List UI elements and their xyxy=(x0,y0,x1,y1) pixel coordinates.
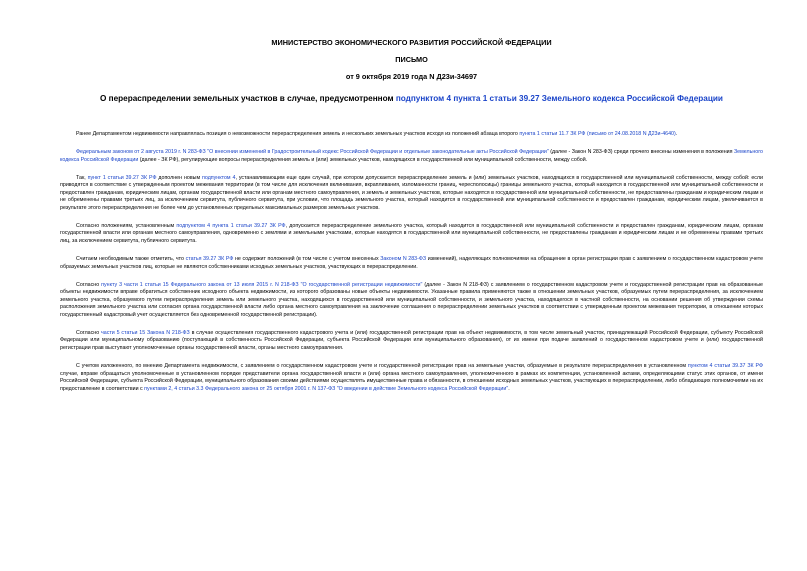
legal-reference-link[interactable]: Законом N 283-ФЗ xyxy=(380,256,427,263)
paragraph xyxy=(60,175,763,213)
paragraph-text: (далее - Закон N 218-ФЗ) с заявлением о государственном кадастровом учете и государственной регистрации прав на образованные объекты недвижимости вправе обратиться собственник исходного объекта недвижимости, из которого образованы новые объекты недвижимости. Указанные правила применяются также в отношении земельных участков, образуемых путем перераспределения, за исключением земельного участка, образуемого путем перераспределения земель или земельного участка, находящихся в государственной или муниципальной собственности, и земельного участка, находящегося в частной собственности, на основании решения об утверждении схемы расположения земельного участка или согласия органа государственной власти либо органа местного самоуправления на заключение соглашения о перераспределении земельных участков в соответствии с утвержденным проектом межевания территории, в отношении которых государственный кадастровый учет осуществляется без одновременной государственной регистрации). xyxy=(60,281,764,318)
paragraph-text: . xyxy=(675,131,678,137)
paragraph-text: . xyxy=(508,385,510,392)
ministry-title: МИНИСТЕРСТВО ЭКОНОМИЧЕСКОГО РАЗВИТИЯ РОССИЙСКОЙ ФЕДЕРАЦИИ xyxy=(271,38,552,47)
paragraph xyxy=(60,223,763,246)
legal-reference-link[interactable]: пункту 3 части 1 статьи 15 Федерального закона от 13 июля 2015 г. N 218-ФЗ "О государственной регистрации недвижимости" xyxy=(101,281,423,288)
legal-reference-link[interactable]: Федеральным законом от 2 августа 2019 г. N 283-ФЗ "О внесении изменений в Градостроительный кодекс Российской Федерации и отдельные законодательные акты Российской Федерации" xyxy=(76,149,549,156)
paragraph xyxy=(60,282,763,320)
subject-link[interactable]: подпунктом 4 пункта 1 статьи 39.27 Земельного кодекса Российской Федерации xyxy=(395,94,723,103)
document-date-number: от 9 октября 2019 года N Д23и-34697 xyxy=(345,72,478,81)
paragraph-text: Ранее Департаментом недвижимости направлялась позиция о невозможности перераспределения земель и нескольких земельных участков исходя из положений абзаца второго xyxy=(76,131,520,137)
legal-reference-link[interactable]: Земельного кодекса Российской Федерации xyxy=(60,149,763,163)
paragraph-text: (далее - ЗК РФ), регулирующие вопросы перераспределения земель и (или) земельных участков, находящихся в государственной или муниципальной собственности, между собой. xyxy=(138,156,588,163)
legal-reference-link[interactable]: (письмо от 24.08.2018 N Д23и-4640) xyxy=(586,131,676,137)
paragraph-text: Согласно положениям, установленным xyxy=(76,222,177,229)
legal-reference-link[interactable]: пунктом 4 статьи 39.37 ЗК РФ xyxy=(687,362,764,369)
paragraph xyxy=(60,131,763,139)
legal-reference-link[interactable]: статья 39.27 ЗК РФ xyxy=(185,256,234,263)
legal-reference-link[interactable]: пунктами 2, 4 статьи 3.3 Федерального закона от 25 октября 2001 г. N 137-ФЗ "О введении в действие Земельного кодекса Российской Федерации" xyxy=(144,385,509,392)
subject-text: О перераспределении земельных участков в случае, предусмотренном xyxy=(100,94,396,103)
paragraph-text: Так, xyxy=(76,174,88,181)
paragraph-text: (далее - Закон N 283-ФЗ) среди прочего внесены изменения в положения xyxy=(548,149,734,156)
paragraph-text: , допускается перераспределение земельного участка, который находится в государственной или муниципальной собственности и предоставлен гражданам, юридическим лицам, органам государственной власти или органам местного самоуправления, одновременно с землями и земельными участками, которые находятся в государственной или муниципальной собственности, не предоставлены гражданам и юридическим лицам и не обременены правами третьих лиц, за исключением сервитута, публичного сервитута. xyxy=(60,222,763,244)
legal-reference-link[interactable]: подпунктом 4 xyxy=(202,174,236,181)
legal-reference-link[interactable]: части 5 статьи 15 Закона N 218-ФЗ xyxy=(101,329,190,336)
paragraph xyxy=(60,330,763,353)
paragraph xyxy=(60,363,763,393)
paragraph-text: , устанавливающим еще один случай, при котором допускается перераспределение земель и (или) земельных участков, находящихся в государственной или муниципальной собственности, между собой: если приводятся в соответствие с утвержденным проектом межевания территории (в том числе для исключения вклинивания, вкрапливания, изломанности границ, чересполосицы) границы земельного участка, который находится в государственной или муниципальной собственности и предоставлен гражданам, юридическим лицам, органам государственной власти или органам местного самоуправления, и земель и земельных участков, которые находятся в государственной или муниципальной собственности, не предоставлены гражданам и юридическим лицам и не обременены правами третьих лиц, за исключением сервитута, публичного сервитута, при условии, что площадь земельного участка, который находится в государственной или муниципальной собственности и предоставлен гражданам, юридическим лицам, увеличивается в результате этого перераспределения не более чем до установленных предельных максимальных размеров земельных участков. xyxy=(60,174,763,211)
paragraph-text: Согласно xyxy=(76,281,102,288)
paragraph-text: не содержит положений (в том числе с учетом внесенных xyxy=(233,256,381,263)
paragraph-text: Считаем необходимым также отметить, что xyxy=(76,256,186,263)
paragraph-text: Согласно xyxy=(76,329,102,336)
document-type: ПИСЬМО xyxy=(395,55,428,64)
paragraph-text: изменений), наделяющих полномочиями на обращение в орган регистрации прав с заявлением о государственном кадастровом учете образуемых земельных участков лиц, которые не являются собственниками исходных земельных участков, участвующих в перераспределении. xyxy=(60,256,764,270)
legal-reference-link[interactable]: подпунктом 4 пункта 1 статьи 39.27 ЗК РФ xyxy=(176,222,286,229)
legal-reference-link[interactable]: пункт 1 статьи 39.27 ЗК РФ xyxy=(87,174,157,181)
paragraph xyxy=(60,256,763,271)
paragraph-text: в случае осуществления государственного кадастрового учета и (или) государственной регистрации прав на объект недвижимости, в том числе земельный участок, принадлежащий Российской Федерации, субъекту Российской Федерации или муниципальному образованию (поступающий в собственность Российской Федерации, субъекта Российской Федерации или муниципального образования), от их имени при подаче заявлений о государственном кадастровом учете и (или) государственной регистрации прав выступают уполномоченные органы государственной власти, органы местного самоуправления. xyxy=(60,329,763,351)
paragraph-text: случае, вправе обращаться уполномоченные в установленном порядке представители органа государственной власти и (или) органа местного самоуправления, уполномоченного в рамках их компетенции, установленной актами, определяющими статус этих органов, от имени Российской Федерации, субъекта Российской Федерации, муниципального образования своими действиями осуществлять имущественные права и обязанности, в отношении исходных земельных участков, участвующих в перераспределении, либо обладающих полномочиями на их предоставление в соответствии с xyxy=(60,370,763,392)
document-body xyxy=(60,104,763,393)
document-subject xyxy=(60,81,763,104)
legal-reference-link[interactable]: пункта 1 статьи 11.7 ЗК РФ xyxy=(519,131,586,137)
paragraph xyxy=(60,149,763,164)
paragraph-text: С учетом изложенного, по мнению Департамента недвижимости, с заявлением о государственном кадастровом учете и государственной регистрации прав на земельные участки, образуемые в результате перераспределения в установленном xyxy=(76,362,688,369)
paragraph-text: дополнен новым xyxy=(156,174,202,181)
